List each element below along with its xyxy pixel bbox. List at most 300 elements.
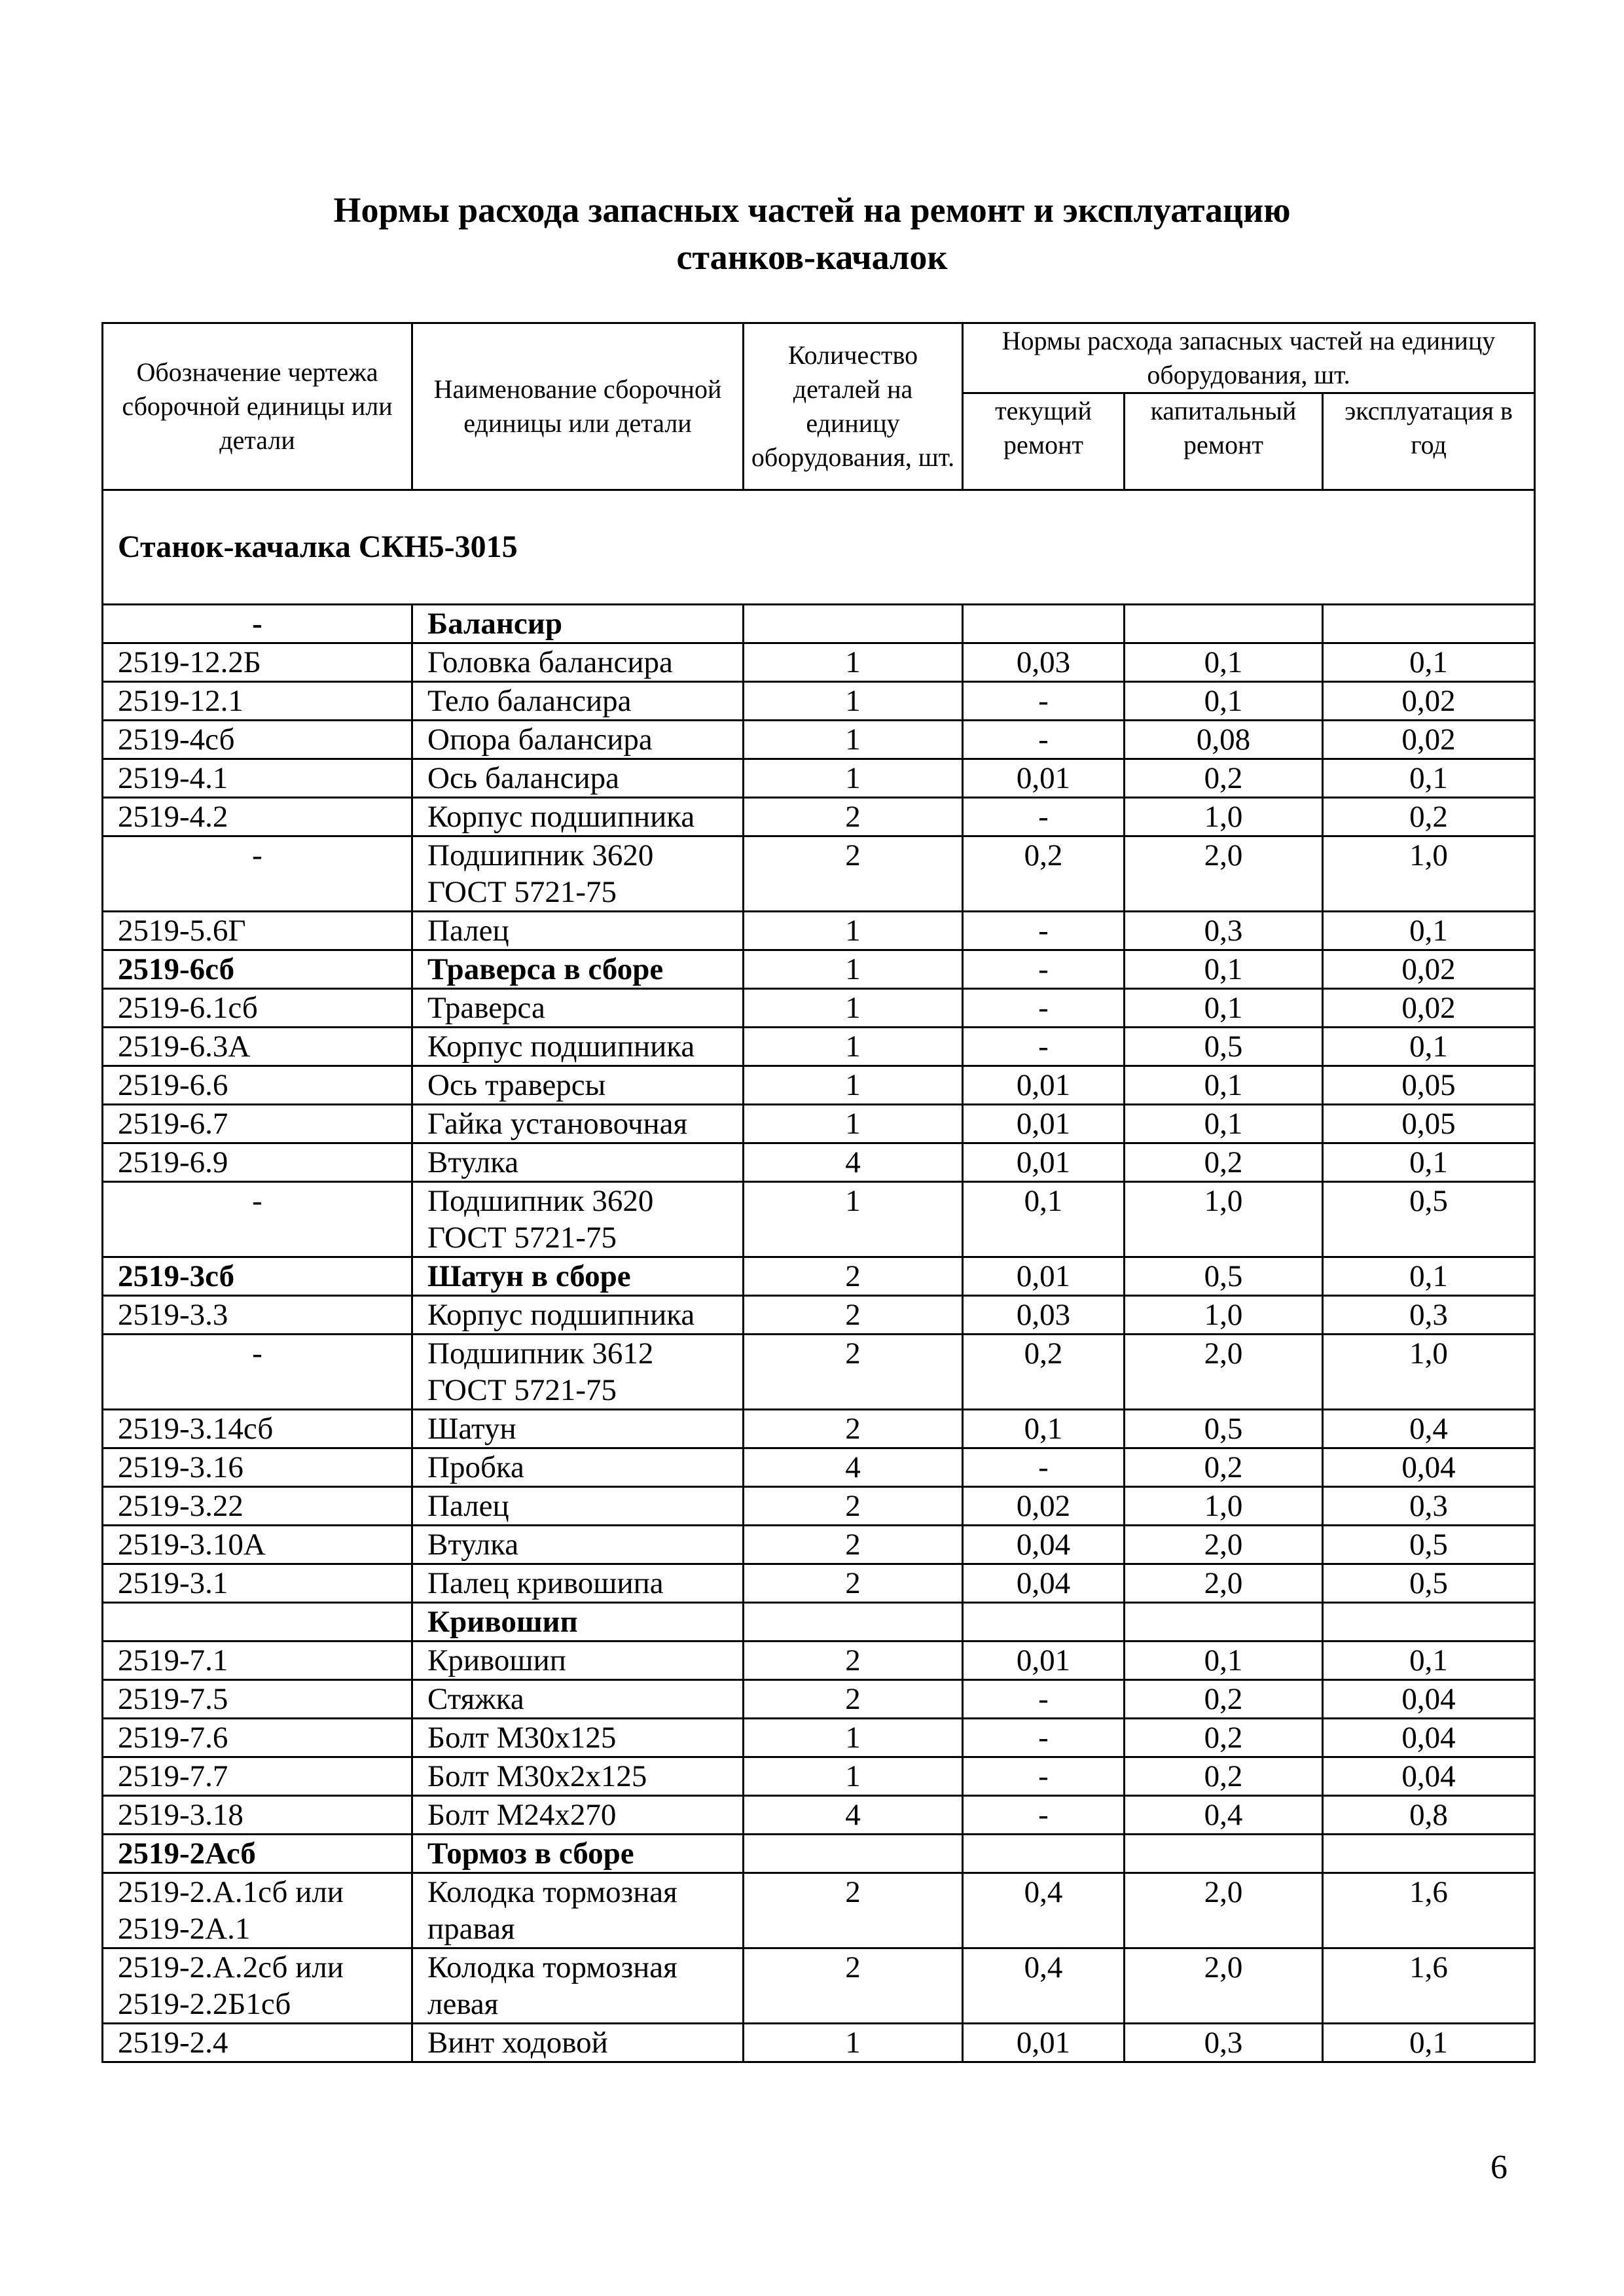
table-row xyxy=(103,643,1535,682)
cell-drawing-text: - xyxy=(252,838,262,872)
cell-qty xyxy=(744,1448,963,1487)
cell-qty xyxy=(744,1603,963,1641)
cell-current-repair xyxy=(963,721,1125,759)
cell-drawing xyxy=(103,1641,412,1680)
document-title xyxy=(0,187,1624,281)
cell-operation-year-text: 1,0 xyxy=(1409,838,1448,872)
table-row xyxy=(103,1182,1535,1257)
cell-name xyxy=(412,1448,744,1487)
cell-capital-repair xyxy=(1125,950,1323,989)
cell-drawing-text: - xyxy=(252,1336,262,1371)
cell-capital-repair-text: 0,2 xyxy=(1204,1721,1243,1755)
table-row xyxy=(103,759,1535,798)
cell-qty xyxy=(744,759,963,798)
cell-qty xyxy=(744,798,963,836)
cell-operation-year-text: 0,1 xyxy=(1409,761,1448,795)
cell-current-repair xyxy=(963,1680,1125,1719)
cell-drawing xyxy=(103,912,412,950)
cell-capital-repair xyxy=(1125,1796,1323,1835)
cell-capital-repair-text: 2,0 xyxy=(1204,1875,1243,1909)
cell-drawing xyxy=(103,1028,412,1066)
cell-current-repair-text: 0,01 xyxy=(1016,1145,1071,1179)
cell-capital-repair xyxy=(1125,721,1323,759)
cell-name-text: Палец кривошипа xyxy=(427,1566,664,1600)
cell-drawing xyxy=(103,1182,412,1257)
cell-name-text: Болт М30х2х125 xyxy=(427,1759,647,1793)
cell-current-repair xyxy=(963,1641,1125,1680)
cell-drawing-text: 2519-3.18 xyxy=(118,1798,244,1832)
table-row xyxy=(103,836,1535,912)
cell-operation-year-text: 0,1 xyxy=(1409,2026,1448,2060)
cell-operation-year-text: 0,1 xyxy=(1409,645,1448,679)
table-row xyxy=(103,1296,1535,1335)
cell-current-repair-text: 0,4 xyxy=(1024,1950,1063,1984)
cell-drawing xyxy=(103,1335,412,1410)
cell-current-repair xyxy=(963,1719,1125,1757)
cell-drawing xyxy=(103,1564,412,1603)
cell-current-repair xyxy=(963,1873,1125,1948)
cell-capital-repair xyxy=(1125,1603,1323,1641)
cell-capital-repair-text: 0,1 xyxy=(1204,1068,1243,1102)
cell-qty-text: 1 xyxy=(845,1107,861,1141)
table-row xyxy=(103,1719,1535,1757)
cell-operation-year xyxy=(1323,1526,1535,1564)
header-operation-year: эксплуатация в год xyxy=(1323,393,1535,490)
cell-name xyxy=(412,1182,744,1257)
cell-capital-repair xyxy=(1125,1410,1323,1448)
cell-current-repair xyxy=(963,798,1125,836)
cell-current-repair xyxy=(963,1410,1125,1448)
cell-current-repair xyxy=(963,1526,1125,1564)
cell-current-repair-text: 0,03 xyxy=(1016,1298,1071,1332)
cell-current-repair-text: 0,04 xyxy=(1016,1528,1071,1562)
cell-drawing-text: 2519-7.6 xyxy=(118,1721,228,1755)
cell-current-repair xyxy=(963,1296,1125,1335)
table-row xyxy=(103,1410,1535,1448)
cell-name xyxy=(412,605,744,643)
cell-name-text-line2: правая xyxy=(427,1912,515,1946)
cell-operation-year-text: 0,3 xyxy=(1409,1489,1448,1523)
cell-name xyxy=(412,1257,744,1296)
cell-capital-repair xyxy=(1125,836,1323,912)
cell-qty xyxy=(744,912,963,950)
cell-name-text: Подшипник 3612 xyxy=(427,1336,654,1371)
cell-qty-text: 1 xyxy=(845,1184,861,1218)
cell-name xyxy=(412,1526,744,1564)
cell-qty xyxy=(744,1182,963,1257)
cell-drawing-text: 2519-4сб xyxy=(118,723,235,757)
cell-drawing-text: 2519-3.1 xyxy=(118,1566,228,1600)
cell-operation-year xyxy=(1323,798,1535,836)
cell-drawing xyxy=(103,798,412,836)
header-qty: Количество деталей на единицу оборудования, шт. xyxy=(744,323,963,490)
cell-operation-year-text: 0,1 xyxy=(1409,1643,1448,1677)
cell-current-repair xyxy=(963,1066,1125,1105)
cell-drawing-text: 2519-6сб xyxy=(118,952,235,986)
cell-current-repair xyxy=(963,1835,1125,1873)
cell-drawing xyxy=(103,1105,412,1143)
cell-drawing-text-line2: 2519-2.2Б1сб xyxy=(118,1987,291,2021)
table-row xyxy=(103,1835,1535,1873)
cell-drawing-text: - xyxy=(252,607,262,641)
cell-current-repair xyxy=(963,1564,1125,1603)
cell-current-repair-text: - xyxy=(1038,952,1049,986)
table-row xyxy=(103,682,1535,721)
cell-capital-repair xyxy=(1125,1680,1323,1719)
cell-drawing-text: 2519-4.1 xyxy=(118,761,228,795)
cell-drawing-text: 2519-6.9 xyxy=(118,1145,228,1179)
cell-name xyxy=(412,1641,744,1680)
cell-name xyxy=(412,1873,744,1948)
cell-qty-text: 1 xyxy=(845,723,861,757)
cell-name xyxy=(412,950,744,989)
cell-drawing xyxy=(103,1757,412,1796)
cell-current-repair-text: - xyxy=(1038,1721,1049,1755)
cell-name-text: Болт М24х270 xyxy=(427,1798,617,1832)
cell-current-repair xyxy=(963,1603,1125,1641)
cell-qty-text: 1 xyxy=(845,645,861,679)
cell-capital-repair-text: 1,0 xyxy=(1204,1184,1243,1218)
cell-qty-text: 2 xyxy=(845,1412,861,1446)
cell-current-repair-text: 0,01 xyxy=(1016,2026,1071,2060)
cell-current-repair xyxy=(963,759,1125,798)
cell-qty xyxy=(744,989,963,1028)
table-row xyxy=(103,1066,1535,1105)
cell-operation-year-text: 0,02 xyxy=(1401,952,1456,986)
cell-qty xyxy=(744,1948,963,2024)
header-drawing: Обозначение чертежа сборочной единицы или детали xyxy=(103,323,412,490)
cell-operation-year xyxy=(1323,1105,1535,1143)
cell-operation-year xyxy=(1323,950,1535,989)
cell-drawing xyxy=(103,682,412,721)
cell-qty-text: 1 xyxy=(845,761,861,795)
cell-current-repair xyxy=(963,605,1125,643)
cell-qty-text: 1 xyxy=(845,684,861,718)
cell-capital-repair-text: 0,2 xyxy=(1204,761,1243,795)
cell-capital-repair-text: 0,2 xyxy=(1204,1450,1243,1484)
cell-capital-repair-text: 2,0 xyxy=(1204,1950,1243,1984)
cell-drawing-text: 2519-7.5 xyxy=(118,1682,228,1716)
cell-capital-repair xyxy=(1125,1448,1323,1487)
cell-qty-text: 2 xyxy=(845,1643,861,1677)
cell-qty xyxy=(744,1335,963,1410)
cell-capital-repair xyxy=(1125,798,1323,836)
cell-current-repair xyxy=(963,682,1125,721)
cell-drawing xyxy=(103,1680,412,1719)
cell-capital-repair xyxy=(1125,1719,1323,1757)
cell-current-repair xyxy=(963,1448,1125,1487)
cell-qty-text: 2 xyxy=(845,800,861,834)
header-name: Наименование сборочной единицы или детали xyxy=(412,323,744,490)
cell-operation-year-text: 0,05 xyxy=(1401,1068,1456,1102)
cell-operation-year xyxy=(1323,605,1535,643)
cell-name-text: Болт М30х125 xyxy=(427,1721,617,1755)
cell-qty-text: 2 xyxy=(845,1259,861,1293)
cell-name xyxy=(412,1796,744,1835)
cell-operation-year xyxy=(1323,1066,1535,1105)
cell-current-repair xyxy=(963,2024,1125,2062)
cell-name-text: Колодка тормозная xyxy=(427,1875,677,1909)
cell-drawing xyxy=(103,643,412,682)
cell-drawing-text: 2519-6.6 xyxy=(118,1068,228,1102)
cell-drawing xyxy=(103,1796,412,1835)
cell-qty xyxy=(744,836,963,912)
cell-current-repair-text: - xyxy=(1038,1450,1049,1484)
cell-capital-repair xyxy=(1125,1335,1323,1410)
cell-drawing-text: 2519-3.14сб xyxy=(118,1412,274,1446)
cell-capital-repair-text: 0,2 xyxy=(1204,1682,1243,1716)
cell-drawing-text: 2519-3сб xyxy=(118,1259,235,1293)
cell-drawing xyxy=(103,989,412,1028)
cell-operation-year xyxy=(1323,1028,1535,1066)
cell-operation-year-text: 0,8 xyxy=(1409,1798,1448,1832)
table-row xyxy=(103,1641,1535,1680)
cell-operation-year xyxy=(1323,1603,1535,1641)
cell-operation-year-text: 0,04 xyxy=(1401,1759,1456,1793)
cell-name-text: Палец xyxy=(427,914,509,948)
cell-capital-repair-text: 0,1 xyxy=(1204,684,1243,718)
cell-capital-repair-text: 2,0 xyxy=(1204,1336,1243,1371)
cell-qty xyxy=(744,2024,963,2062)
cell-operation-year xyxy=(1323,1680,1535,1719)
cell-operation-year xyxy=(1323,2024,1535,2062)
cell-name-text: Шатун xyxy=(427,1412,516,1446)
cell-current-repair-text: - xyxy=(1038,684,1049,718)
cell-qty xyxy=(744,1835,963,1873)
cell-name xyxy=(412,1719,744,1757)
cell-name xyxy=(412,1296,744,1335)
cell-current-repair-text: 0,2 xyxy=(1024,1336,1063,1371)
table-row xyxy=(103,721,1535,759)
cell-name-text: Втулка xyxy=(427,1528,519,1562)
cell-current-repair-text: 0,4 xyxy=(1024,1875,1063,1909)
cell-capital-repair-text: 1,0 xyxy=(1204,800,1243,834)
cell-capital-repair-text: 2,0 xyxy=(1204,1566,1243,1600)
cell-qty xyxy=(744,1296,963,1335)
spare-parts-table xyxy=(101,322,1536,2063)
cell-operation-year-text: 0,5 xyxy=(1409,1184,1448,1218)
table-row xyxy=(103,1796,1535,1835)
cell-qty-text: 1 xyxy=(845,1721,861,1755)
cell-qty xyxy=(744,1526,963,1564)
cell-current-repair xyxy=(963,1182,1125,1257)
cell-capital-repair xyxy=(1125,989,1323,1028)
cell-name-text: Ось траверсы xyxy=(427,1068,606,1102)
cell-qty xyxy=(744,1028,963,1066)
header-capital-repair: капитальный ремонт xyxy=(1125,393,1323,490)
cell-qty-text: 2 xyxy=(845,1489,861,1523)
cell-capital-repair xyxy=(1125,643,1323,682)
cell-current-repair-text: 0,01 xyxy=(1016,1259,1071,1293)
cell-current-repair-text: 0,01 xyxy=(1016,761,1071,795)
cell-capital-repair-text: 0,1 xyxy=(1204,1107,1243,1141)
cell-drawing xyxy=(103,1410,412,1448)
cell-operation-year xyxy=(1323,1335,1535,1410)
page-number: 6 xyxy=(1490,2149,1507,2186)
cell-capital-repair-text: 1,0 xyxy=(1204,1298,1243,1332)
cell-capital-repair xyxy=(1125,682,1323,721)
cell-name-text-line2: ГОСТ 5721-75 xyxy=(427,875,617,909)
cell-drawing xyxy=(103,836,412,912)
cell-name-text: Корпус подшипника xyxy=(427,800,695,834)
table-row xyxy=(103,912,1535,950)
cell-capital-repair xyxy=(1125,1105,1323,1143)
cell-name-text: Головка балансира xyxy=(427,645,673,679)
cell-qty-text: 4 xyxy=(845,1145,861,1179)
cell-qty-text: 1 xyxy=(845,914,861,948)
cell-drawing xyxy=(103,1143,412,1182)
cell-qty xyxy=(744,643,963,682)
cell-current-repair xyxy=(963,1028,1125,1066)
cell-name xyxy=(412,1680,744,1719)
cell-capital-repair-text: 0,3 xyxy=(1204,2026,1243,2060)
cell-capital-repair xyxy=(1125,1564,1323,1603)
cell-capital-repair xyxy=(1125,1296,1323,1335)
cell-drawing-text: 2519-12.2Б xyxy=(118,645,261,679)
cell-qty xyxy=(744,682,963,721)
cell-current-repair-text: 0,04 xyxy=(1016,1566,1071,1600)
cell-capital-repair xyxy=(1125,759,1323,798)
table-row xyxy=(103,1564,1535,1603)
cell-operation-year-text: 0,02 xyxy=(1401,684,1456,718)
header-current-repair: текущий ремонт xyxy=(963,393,1125,490)
cell-name xyxy=(412,1410,744,1448)
cell-capital-repair xyxy=(1125,1641,1323,1680)
cell-name-text: Кривошип xyxy=(427,1605,578,1639)
cell-drawing xyxy=(103,759,412,798)
cell-drawing-text: 2519-6.7 xyxy=(118,1107,228,1141)
cell-qty xyxy=(744,1641,963,1680)
cell-operation-year xyxy=(1323,1835,1535,1873)
table-row xyxy=(103,1448,1535,1487)
cell-qty-text: 2 xyxy=(845,1298,861,1332)
cell-capital-repair-text: 0,1 xyxy=(1204,1643,1243,1677)
cell-operation-year xyxy=(1323,1641,1535,1680)
cell-operation-year xyxy=(1323,721,1535,759)
cell-drawing-text: 2519-6.1сб xyxy=(118,991,258,1025)
cell-drawing-text: 2519-2.А.1сб или xyxy=(118,1875,344,1909)
cell-qty xyxy=(744,1257,963,1296)
cell-name-text: Кривошип xyxy=(427,1643,566,1677)
cell-operation-year xyxy=(1323,1143,1535,1182)
cell-qty-text: 2 xyxy=(845,1682,861,1716)
cell-operation-year xyxy=(1323,912,1535,950)
cell-name xyxy=(412,682,744,721)
cell-operation-year-text: 1,6 xyxy=(1409,1950,1448,1984)
cell-name-text: Винт ходовой xyxy=(427,2026,608,2060)
cell-operation-year xyxy=(1323,1296,1535,1335)
cell-capital-repair xyxy=(1125,1257,1323,1296)
cell-operation-year xyxy=(1323,643,1535,682)
table-row xyxy=(103,1757,1535,1796)
cell-drawing-text: 2519-2.А.2сб или xyxy=(118,1950,344,1984)
cell-operation-year-text: 0,1 xyxy=(1409,914,1448,948)
cell-capital-repair xyxy=(1125,1835,1323,1873)
cell-current-repair xyxy=(963,1105,1125,1143)
cell-capital-repair xyxy=(1125,1143,1323,1182)
cell-drawing xyxy=(103,605,412,643)
cell-capital-repair xyxy=(1125,1028,1323,1066)
cell-capital-repair-text: 0,3 xyxy=(1204,914,1243,948)
title-line-2: станков-качалок xyxy=(676,238,948,277)
cell-name-text: Колодка тормозная xyxy=(427,1950,677,1984)
cell-name xyxy=(412,912,744,950)
cell-name-text: Втулка xyxy=(427,1145,519,1179)
cell-drawing-text: 2519-3.3 xyxy=(118,1298,228,1332)
cell-name-text: Подшипник 3620 xyxy=(427,1184,654,1218)
cell-operation-year-text: 0,2 xyxy=(1409,800,1448,834)
cell-operation-year xyxy=(1323,836,1535,912)
cell-name xyxy=(412,2024,744,2062)
cell-capital-repair xyxy=(1125,605,1323,643)
cell-capital-repair-text: 0,5 xyxy=(1204,1412,1243,1446)
table-row xyxy=(103,950,1535,989)
cell-qty-text: 1 xyxy=(845,1759,861,1793)
cell-current-repair-text: - xyxy=(1038,1030,1049,1064)
cell-drawing-text: 2519-3.16 xyxy=(118,1450,244,1484)
cell-operation-year-text: 0,5 xyxy=(1409,1566,1448,1600)
header-norms: Нормы расхода запасных частей на единицу оборудования, шт. xyxy=(963,323,1535,393)
cell-capital-repair xyxy=(1125,1757,1323,1796)
cell-capital-repair xyxy=(1125,912,1323,950)
table-row xyxy=(103,1335,1535,1410)
cell-name xyxy=(412,1028,744,1066)
cell-current-repair xyxy=(963,1143,1125,1182)
cell-qty-text: 1 xyxy=(845,952,861,986)
cell-operation-year xyxy=(1323,1719,1535,1757)
cell-current-repair xyxy=(963,643,1125,682)
cell-qty xyxy=(744,1796,963,1835)
cell-qty-text: 2 xyxy=(845,1336,861,1371)
table-row xyxy=(103,605,1535,643)
cell-drawing-text: 2519-7.1 xyxy=(118,1643,228,1677)
cell-capital-repair xyxy=(1125,1873,1323,1948)
cell-qty-text: 1 xyxy=(845,991,861,1025)
table-row xyxy=(103,1873,1535,1948)
cell-qty xyxy=(744,1680,963,1719)
cell-name-text: Траверса xyxy=(427,991,545,1025)
cell-name xyxy=(412,643,744,682)
cell-capital-repair-text: 0,1 xyxy=(1204,991,1243,1025)
cell-capital-repair xyxy=(1125,2024,1323,2062)
cell-capital-repair-text: 0,5 xyxy=(1204,1030,1243,1064)
cell-drawing xyxy=(103,1066,412,1105)
cell-name xyxy=(412,1066,744,1105)
cell-name-text: Опора балансира xyxy=(427,723,653,757)
cell-qty xyxy=(744,1410,963,1448)
cell-qty xyxy=(744,1143,963,1182)
cell-capital-repair xyxy=(1125,1526,1323,1564)
cell-drawing-text: 2519-2Асб xyxy=(118,1837,256,1871)
cell-operation-year-text: 0,04 xyxy=(1401,1682,1456,1716)
cell-operation-year-text: 0,1 xyxy=(1409,1030,1448,1064)
title-line-1: Нормы расхода запасных частей на ремонт и эксплуатацию xyxy=(333,190,1291,230)
table-row xyxy=(103,1526,1535,1564)
cell-qty-text: 4 xyxy=(845,1798,861,1832)
cell-drawing-text: 2519-4.2 xyxy=(118,800,228,834)
cell-operation-year xyxy=(1323,1182,1535,1257)
cell-qty xyxy=(744,1564,963,1603)
cell-name xyxy=(412,1105,744,1143)
cell-name-text: Тело балансира xyxy=(427,684,632,718)
cell-capital-repair xyxy=(1125,1182,1323,1257)
cell-qty-text: 2 xyxy=(845,1950,861,1984)
cell-operation-year-text: 0,02 xyxy=(1401,723,1456,757)
cell-capital-repair-text: 0,08 xyxy=(1196,723,1251,757)
cell-qty xyxy=(744,950,963,989)
cell-current-repair xyxy=(963,1257,1125,1296)
cell-name-text: Стяжка xyxy=(427,1682,524,1716)
